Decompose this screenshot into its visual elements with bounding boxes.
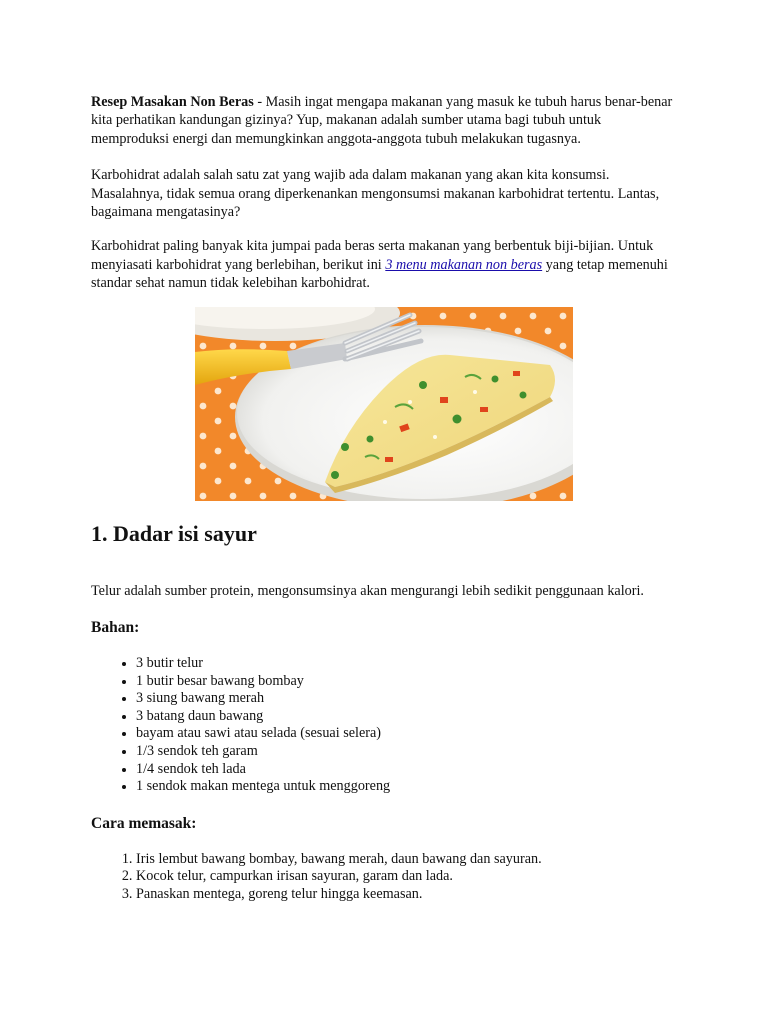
paragraph-text-before: Karbohidrat paling banyak kita jumpai pada beras serta makanan yang berbentuk biji-bijian. Untuk menyiasati karbohidrat yang berlebihan, berikut ini [91, 238, 654, 273]
list-item: • 1 butir besar bawang bombay [136, 673, 681, 691]
list-item: • 1 sendok makan mentega untuk menggoreng [136, 778, 681, 796]
carbohydrate-paragraph: Karbohidrat adalah salah satu zat yang wajib ada dalam makanan yang akan kita konsumsi. Masalahnya, tidak semua orang diperkenankan mengonsumsi makanan karbohidrat tertentu. Lantas, bagaimana mengatasinya? [91, 167, 660, 221]
paragraph-text-after: yang tetap memenuhi standar sehat namun tidak kelebihan karbohidrat. [91, 256, 668, 292]
intro-text: - Masih ingat mengapa makanan yang masuk ke tubuh harus benar-benar kita perhatikan kandungan gizinya? Yup, makanan adalah sumber utama bagi tubuh untuk memproduksi energi dan memungkinkan anggota-anggota tubuh melakukan tugasnya. [91, 94, 673, 147]
list-item: • bayam atau sawi atau selada (sesuai selera) [136, 725, 681, 743]
list-item: • 3 batang daun bawang [136, 708, 681, 726]
intro-paragraph [91, 93, 681, 148]
article [91, 93, 681, 904]
section-title: 1. Dadar isi sayur [91, 520, 257, 546]
list-item: 2. Kocok telur, campurkan irisan sayuran, garam dan lada. [136, 868, 681, 886]
steps-heading: Cara memasak: [91, 814, 197, 832]
list-item: • 3 butir telur [136, 655, 681, 673]
section-intro: Telur adalah sumber protein, mengonsumsinya akan mengurangi lebih sedikit penggunaan kalori. [91, 582, 644, 599]
omelette-photo [195, 307, 573, 501]
article-title: Resep Masakan Non Beras [91, 94, 254, 110]
list-item: • 1/3 sendok teh garam [136, 743, 681, 761]
list-item: 3. Panaskan mentega, goreng telur hingga keemasan. [136, 886, 681, 904]
list-item: 1. Iris lembut bawang bombay, bawang merah, daun bawang dan sayuran. [136, 851, 681, 869]
ingredients-heading: Bahan: [91, 619, 140, 637]
non-rice-menu-link[interactable]: 3 menu makanan non beras [385, 256, 543, 273]
list-item: • 3 siung bawang merah [136, 690, 681, 708]
non-rice-paragraph [91, 237, 681, 292]
ingredients-list [91, 655, 681, 796]
list-item: • 1/4 sendok teh lada [136, 761, 681, 779]
steps-list [91, 851, 681, 904]
